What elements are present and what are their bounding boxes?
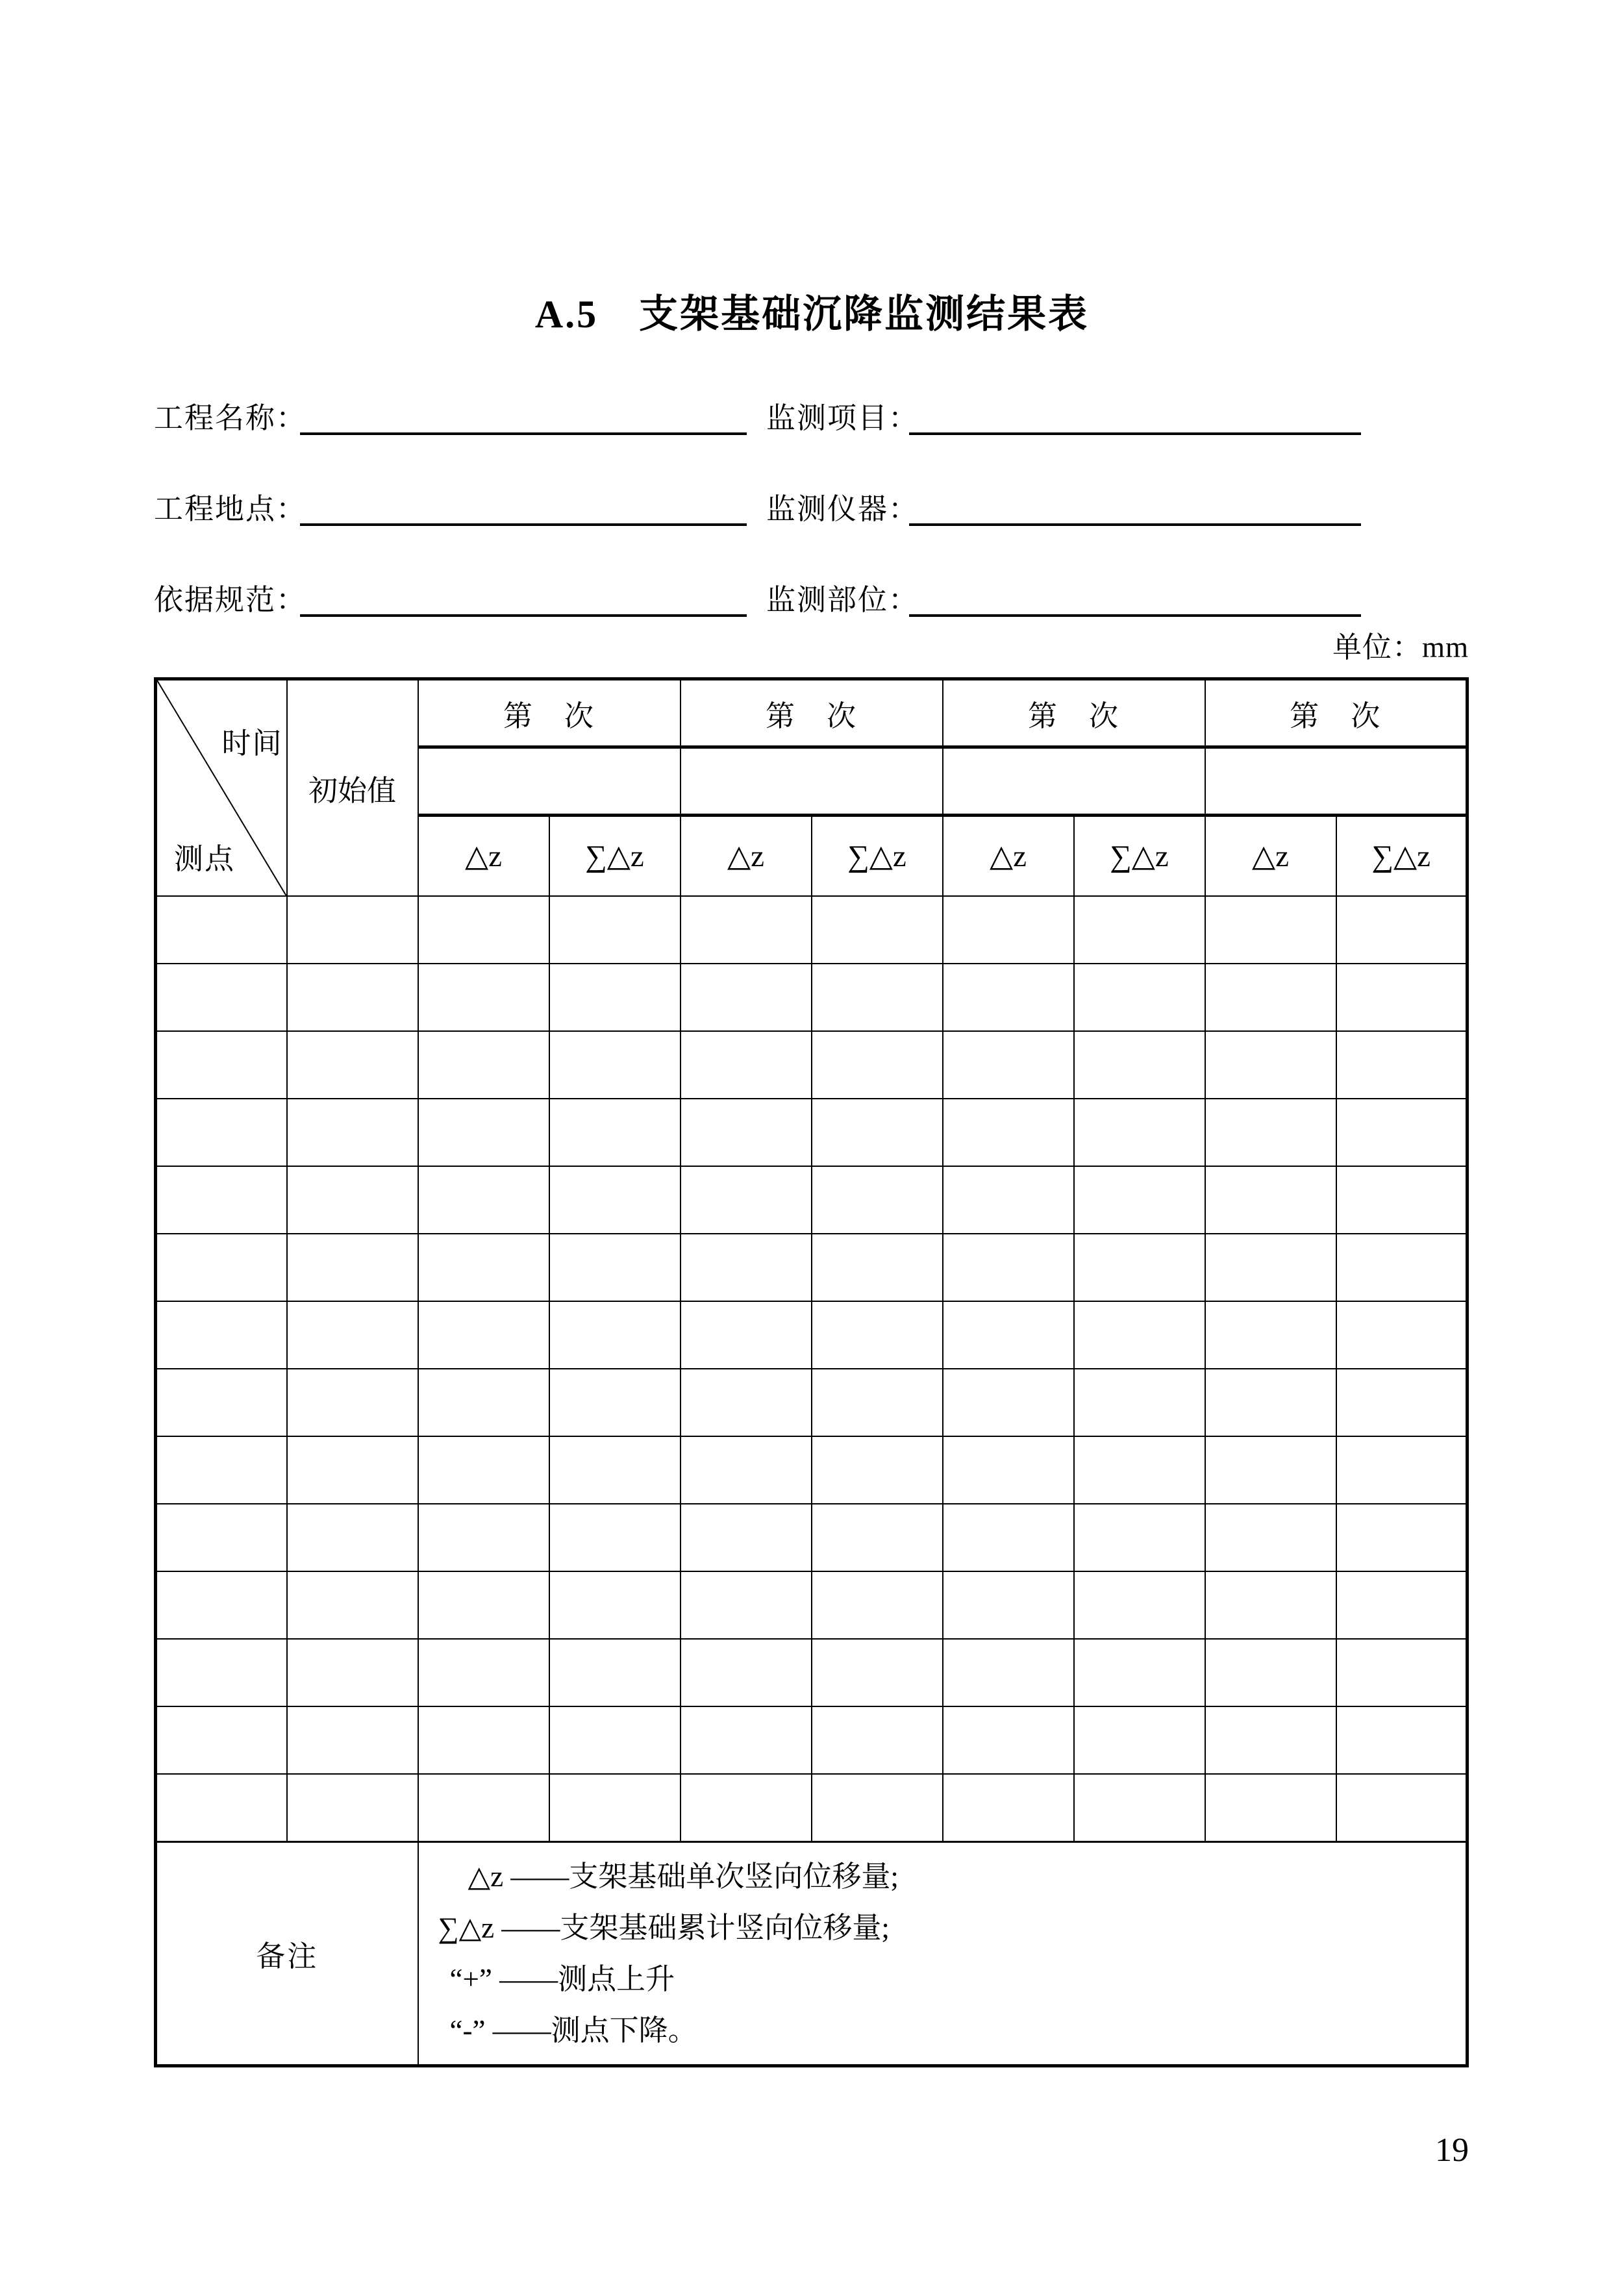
empty-data-cell [156,1639,287,1706]
empty-data-cell [418,1166,549,1234]
measurement-row [156,1504,1468,1571]
empty-data-cell [1336,1504,1468,1571]
note-delta-z: △z ——支架基础单次竖向位移量; [468,1860,899,1893]
empty-data-cell [943,1099,1074,1166]
empty-data-cell [1074,1504,1205,1571]
cycle-date-blank-2 [681,747,943,816]
empty-data-cell [287,1234,418,1301]
blank-underline [909,432,1361,435]
empty-data-cell [1205,1706,1336,1774]
empty-data-cell [1205,1504,1336,1571]
empty-data-cell [1074,1234,1205,1301]
empty-data-cell [418,1369,549,1436]
empty-data-cell [418,1031,549,1099]
note-sum-delta-z: ∑△z ——支架基础累计竖向位移量; [438,1911,890,1944]
empty-data-cell [1205,896,1336,964]
form-row-3 [0,578,1624,618]
empty-data-cell [418,1099,549,1166]
measurement-row [156,1166,1468,1234]
empty-data-cell [418,964,549,1031]
cycle-date-blank-1 [418,747,681,816]
empty-data-cell [1336,1639,1468,1706]
empty-data-cell [549,1436,681,1504]
empty-data-cell [943,1436,1074,1504]
sum-delta-z-header: ∑△z [549,816,681,897]
sum-delta-z-header: ∑△z [1336,816,1468,897]
empty-data-cell [1336,1706,1468,1774]
empty-data-cell [549,1571,681,1639]
blank-underline [300,523,747,526]
empty-data-cell [1205,964,1336,1031]
empty-data-cell [812,1706,943,1774]
empty-data-cell [943,1301,1074,1369]
empty-data-cell [418,1706,549,1774]
form-row-1 [0,396,1624,436]
empty-data-cell [418,1774,549,1842]
empty-data-cell [943,1774,1074,1842]
empty-data-cell [549,964,681,1031]
empty-data-cell [812,1571,943,1639]
empty-data-cell [549,1639,681,1706]
empty-data-cell [549,1031,681,1099]
cycle-header-1: 第 次 [418,679,681,747]
measurement-row [156,1706,1468,1774]
empty-data-cell [418,896,549,964]
empty-data-cell [1336,1436,1468,1504]
empty-data-cell [287,1166,418,1234]
cycle-date-blank-3 [943,747,1205,816]
empty-data-cell [156,1234,287,1301]
empty-data-cell [549,1166,681,1234]
empty-data-cell [287,1099,418,1166]
empty-data-cell [1074,964,1205,1031]
empty-data-cell [1205,1166,1336,1234]
empty-data-cell [418,1639,549,1706]
blank-underline [300,614,747,617]
label-reference-standard: 依据规范： [154,584,307,616]
empty-data-cell [287,964,418,1031]
empty-data-cell [943,1234,1074,1301]
empty-data-cell [287,1571,418,1639]
empty-data-cell [1336,1369,1468,1436]
empty-data-cell [812,1166,943,1234]
empty-data-cell [1205,1774,1336,1842]
empty-data-cell [1205,1436,1336,1504]
empty-data-cell [1205,1639,1336,1706]
empty-data-cell [681,1504,812,1571]
empty-data-cell [549,1706,681,1774]
page-number: 19 [1435,2132,1469,2169]
empty-data-cell [156,1436,287,1504]
empty-data-cell [1074,1369,1205,1436]
empty-data-cell [812,1504,943,1571]
empty-data-cell [943,1166,1074,1234]
form-row-2 [0,487,1624,527]
empty-data-cell [1336,1571,1468,1639]
empty-data-cell [418,1571,549,1639]
empty-data-cell [681,1774,812,1842]
empty-data-cell [1336,1774,1468,1842]
corner-header-cell [156,679,287,897]
empty-data-cell [549,1369,681,1436]
empty-data-cell [681,1436,812,1504]
empty-data-cell [287,1301,418,1369]
empty-data-cell [1205,1369,1336,1436]
empty-data-cell [156,1166,287,1234]
empty-data-cell [1336,1166,1468,1234]
empty-data-cell [943,1504,1074,1571]
empty-data-cell [681,896,812,964]
empty-data-cell [943,1571,1074,1639]
empty-data-cell [156,1774,287,1842]
label-monitoring-part: 监测部位： [766,584,919,616]
measurement-row [156,1031,1468,1099]
empty-data-cell [1074,1031,1205,1099]
empty-data-cell [943,1031,1074,1099]
empty-data-cell [1336,896,1468,964]
empty-data-cell [549,1234,681,1301]
delta-z-header: △z [943,816,1074,897]
empty-data-cell [1336,1301,1468,1369]
empty-data-cell [418,1436,549,1504]
cycle-header-2: 第 次 [681,679,943,747]
empty-data-cell [812,1436,943,1504]
empty-data-cell [287,1706,418,1774]
empty-data-cell [156,1706,287,1774]
empty-data-cell [1205,1031,1336,1099]
empty-data-cell [943,1706,1074,1774]
empty-data-cell [287,1774,418,1842]
blank-underline [909,523,1361,526]
empty-data-cell [156,1301,287,1369]
cycle-header-3: 第 次 [943,679,1205,747]
empty-data-cell [1336,1099,1468,1166]
empty-data-cell [1074,1639,1205,1706]
delta-z-header: △z [1205,816,1336,897]
empty-data-cell [1074,896,1205,964]
empty-data-cell [812,1301,943,1369]
delta-z-header: △z [418,816,549,897]
label-monitoring-item: 监测项目： [766,402,919,434]
empty-data-cell [1205,1571,1336,1639]
empty-data-cell [287,896,418,964]
page-title: A.5 支架基础沉降监测结果表 [534,293,1090,336]
empty-data-cell [681,1571,812,1639]
empty-data-cell [156,1099,287,1166]
empty-data-cell [681,1031,812,1099]
empty-data-cell [156,1504,287,1571]
empty-data-cell [812,1099,943,1166]
empty-data-cell [681,1099,812,1166]
cycle-header-4: 第 次 [1205,679,1468,747]
empty-data-cell [156,1571,287,1639]
empty-data-cell [1336,1234,1468,1301]
empty-data-cell [681,1234,812,1301]
remarks-notes [418,1842,1468,2066]
empty-data-cell [1205,1301,1336,1369]
empty-data-cell [418,1504,549,1571]
empty-data-cell [812,896,943,964]
initial-value-header: 初始值 [287,679,418,897]
measurement-row [156,964,1468,1031]
empty-data-cell [549,1504,681,1571]
blank-underline [909,614,1361,617]
empty-data-cell [287,1369,418,1436]
empty-data-cell [549,1301,681,1369]
label-monitoring-instrument: 监测仪器： [766,493,919,525]
sum-delta-z-header: ∑△z [812,816,943,897]
measurement-row [156,1571,1468,1639]
sum-delta-z-header: ∑△z [1074,816,1205,897]
empty-data-cell [812,964,943,1031]
empty-data-cell [1074,1436,1205,1504]
empty-data-cell [418,1301,549,1369]
empty-data-cell [418,1234,549,1301]
measurement-row [156,1099,1468,1166]
empty-data-cell [1074,1099,1205,1166]
note-minus-sign: “-” ——测点下降。 [449,2014,697,2047]
empty-data-cell [812,1369,943,1436]
empty-data-cell [943,1639,1074,1706]
empty-data-cell [549,1099,681,1166]
empty-data-cell [1074,1166,1205,1234]
empty-data-cell [681,964,812,1031]
empty-data-cell [812,1774,943,1842]
empty-data-cell [812,1639,943,1706]
measurement-row [156,1436,1468,1504]
empty-data-cell [1074,1571,1205,1639]
corner-label-point: 测点 [174,843,236,875]
empty-data-cell [943,896,1074,964]
label-project-location: 工程地点： [154,493,307,525]
empty-data-cell [549,1774,681,1842]
empty-data-cell [681,1301,812,1369]
empty-data-cell [1336,964,1468,1031]
measurement-row [156,896,1468,964]
label-project-name: 工程名称： [154,402,307,434]
measurement-row [156,1301,1468,1369]
cycle-date-blank-4 [1205,747,1468,816]
note-plus-sign: “+” ——测点上升 [449,1962,675,1995]
measurement-row [156,1369,1468,1436]
empty-data-cell [1336,1031,1468,1099]
empty-data-cell [681,1369,812,1436]
empty-data-cell [812,1031,943,1099]
empty-data-cell [943,964,1074,1031]
empty-data-cell [1074,1774,1205,1842]
empty-data-cell [1074,1301,1205,1369]
empty-data-cell [287,1436,418,1504]
measurement-row [156,1774,1468,1842]
empty-data-cell [1205,1234,1336,1301]
unit-note: 单位：mm [1332,631,1469,664]
empty-data-cell [156,1369,287,1436]
empty-data-cell [287,1031,418,1099]
empty-data-cell [943,1369,1074,1436]
empty-data-cell [1074,1706,1205,1774]
empty-data-cell [156,1031,287,1099]
empty-data-cell [681,1166,812,1234]
empty-data-cell [156,964,287,1031]
measurement-row [156,1639,1468,1706]
remarks-label: 备注 [156,1842,418,2066]
empty-data-cell [156,896,287,964]
empty-data-cell [681,1639,812,1706]
blank-underline [300,432,747,435]
corner-label-time: 时间 [221,727,283,760]
measurement-row [156,1234,1468,1301]
empty-data-cell [812,1234,943,1301]
empty-data-cell [287,1504,418,1571]
empty-data-cell [1205,1099,1336,1166]
delta-z-header: △z [681,816,812,897]
monitoring-table [154,677,1469,2067]
empty-data-cell [681,1706,812,1774]
empty-data-cell [549,896,681,964]
empty-data-cell [287,1639,418,1706]
